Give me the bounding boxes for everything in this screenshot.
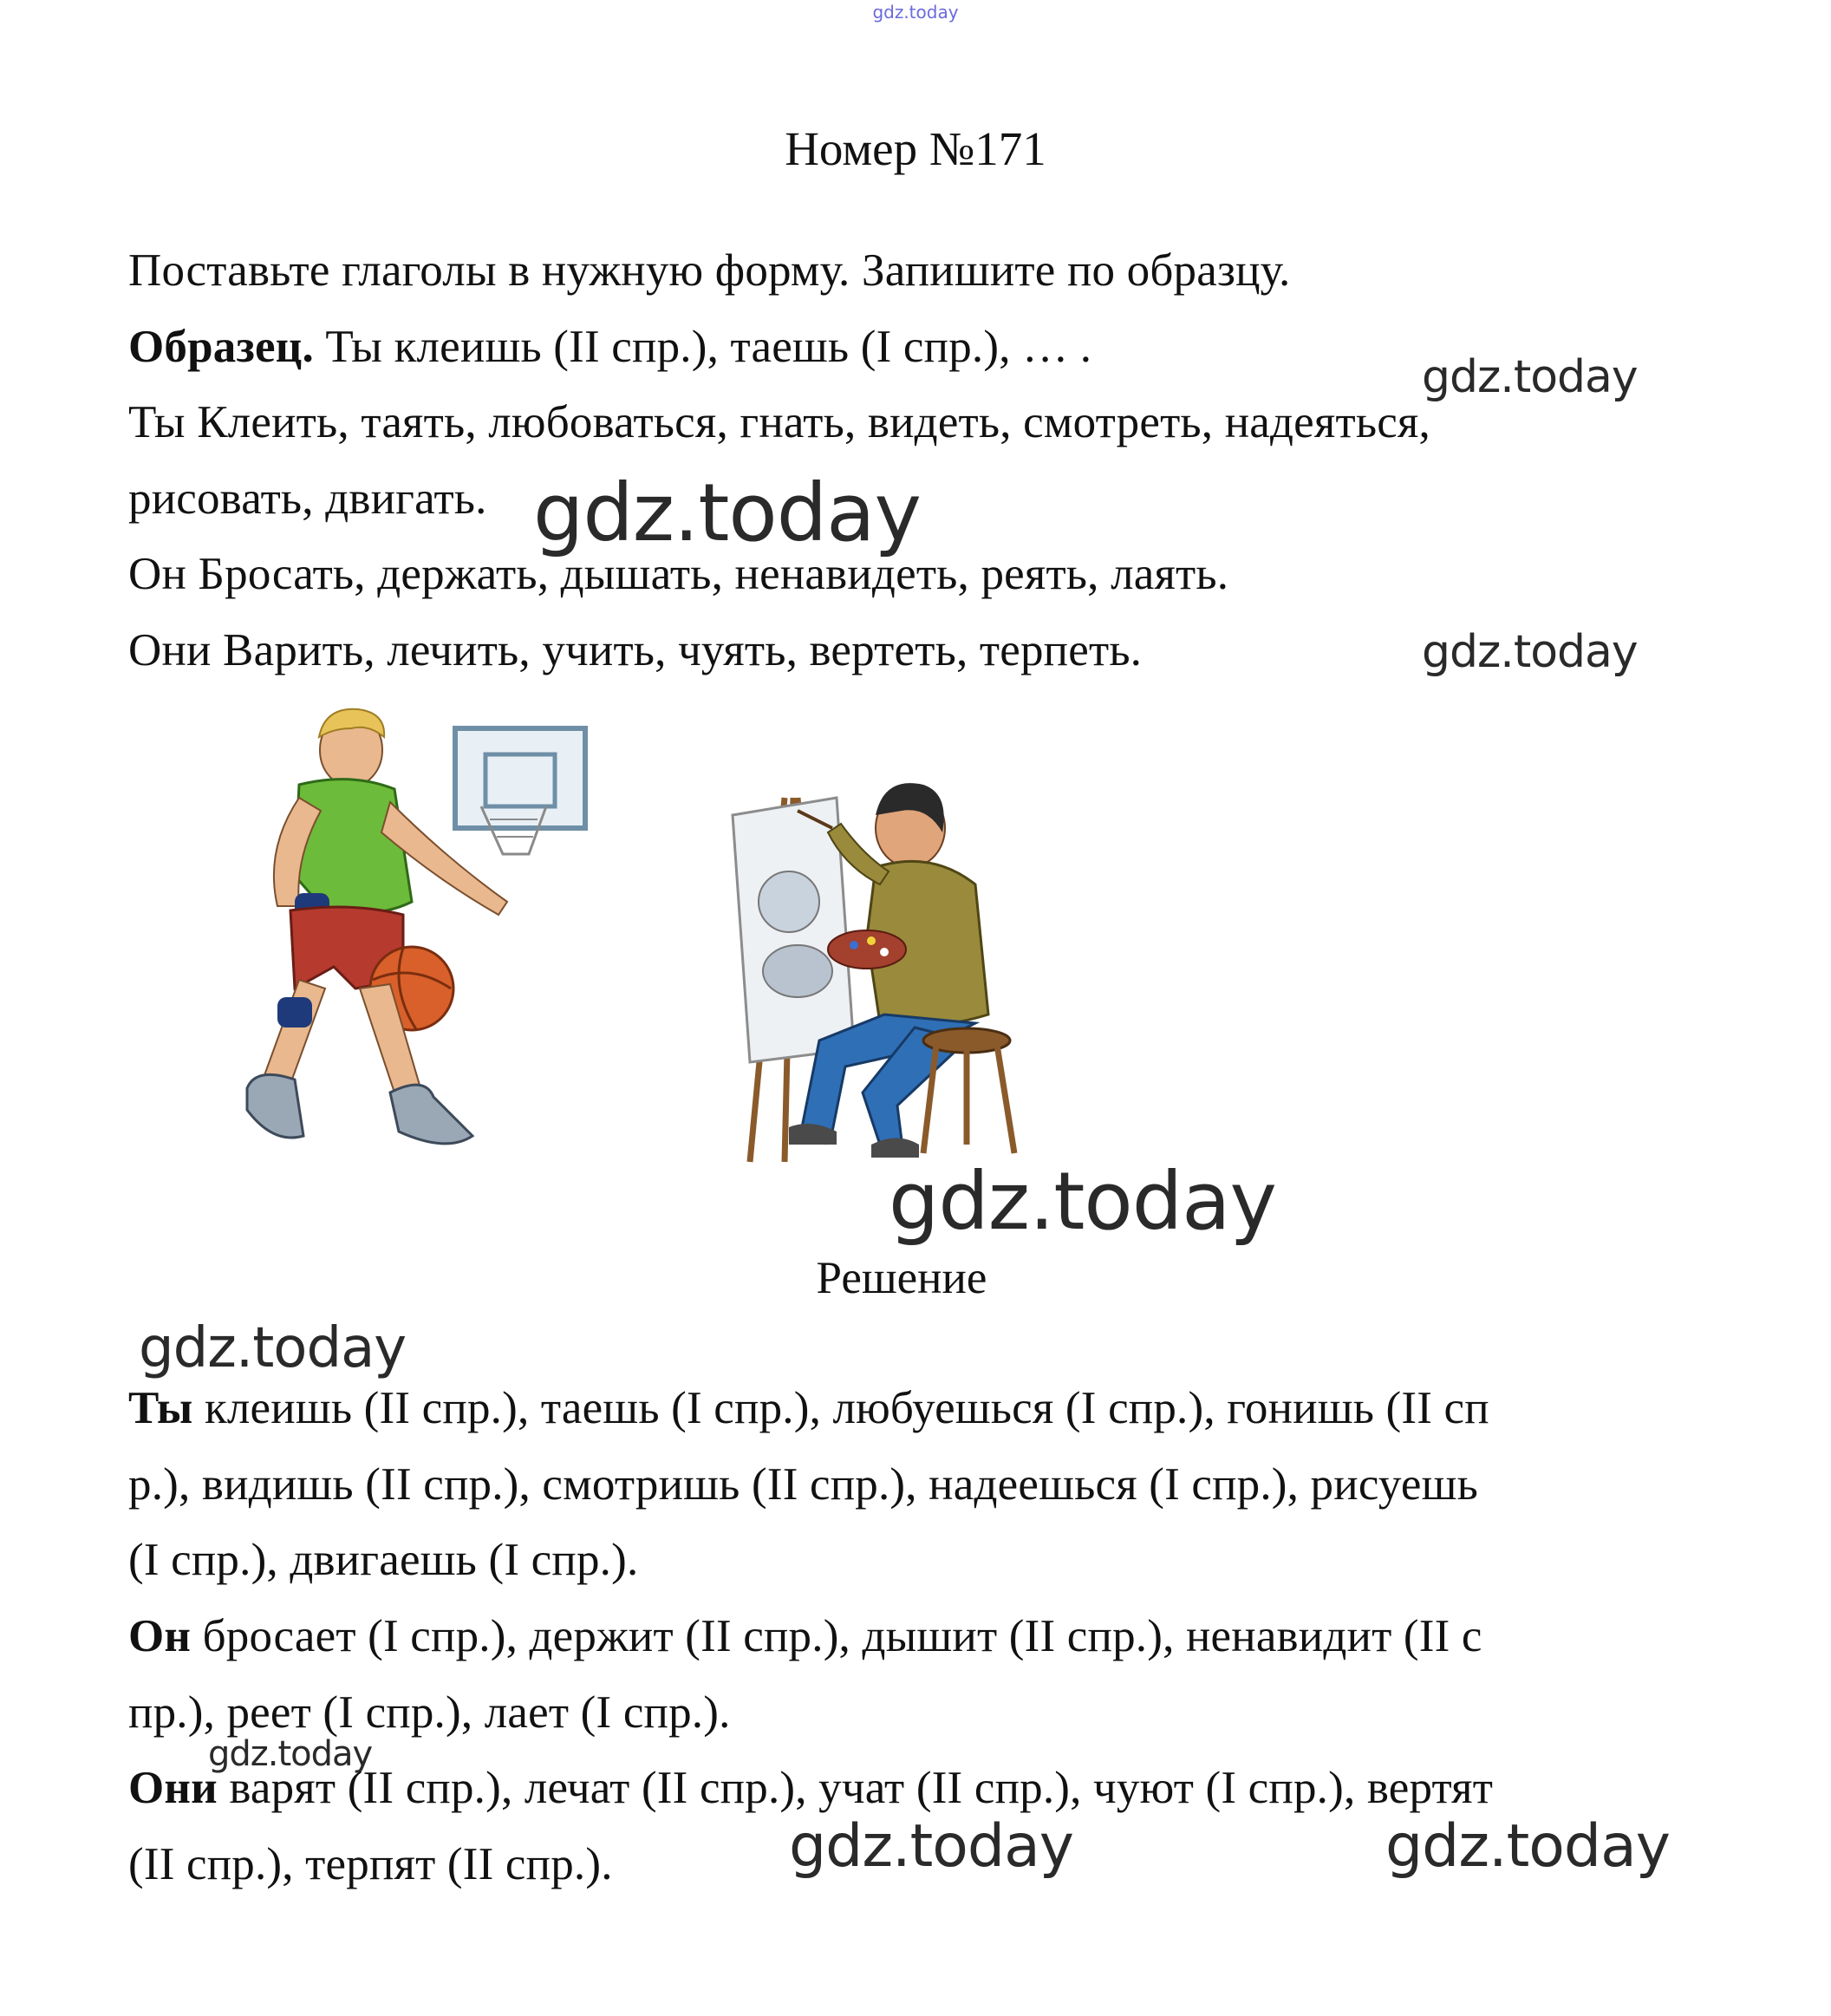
task-line-oni: Они Варить, лечить, учить, чуять, вертеть, терпеть. [128, 625, 1143, 675]
backboard [455, 728, 585, 828]
sneaker-left [247, 1074, 303, 1138]
watermark: gdz.today [139, 1316, 407, 1380]
solution-title: Решение [816, 1253, 987, 1303]
watermark-small: gdz.today [208, 1734, 373, 1774]
task-line-on: Он Бросать, держать, дышать, ненавидеть, реять, лаять. [128, 549, 1229, 599]
basketball-player-illustration [195, 702, 629, 1171]
pronoun-on: Он [128, 1611, 192, 1661]
solution-text: бросает (I спр.), держит (II спр.), дышит (II спр.), ненавидит (II с [191, 1611, 1482, 1661]
task-sample [128, 319, 1091, 375]
watermark: gdz.today [1385, 1812, 1670, 1881]
sample-text: Ты клеишь (II спр.), таешь (I спр.), … . [313, 322, 1092, 372]
pronoun-oni: Они [128, 1763, 218, 1813]
task-instruction: Поставьте глаголы в нужную форму. Запишите по образцу. [128, 245, 1291, 296]
solution-on-line2: пр.), реет (I спр.), лает (I спр.). [128, 1687, 731, 1738]
solution-ty-line2: р.), видишь (II спр.), смотришь (II спр.), надеешься (I спр.), рисуешь [128, 1459, 1478, 1510]
watermark: gdz.today [1422, 351, 1638, 403]
pronoun-ty: Ты [128, 1383, 193, 1433]
solution-oni-line1 [128, 1760, 1493, 1816]
task-line-ty: Ты Клеить, таять, любоваться, гнать, видеть, смотреть, надеяться, [128, 397, 1430, 447]
task-line-ty-cont: рисовать, двигать. [128, 473, 487, 524]
watermark: gdz.today [1422, 626, 1638, 678]
watermark-top: gdz.today [872, 2, 959, 23]
watermark: gdz.today [789, 1812, 1073, 1881]
painter-at-easel-illustration [715, 763, 1045, 1171]
watermark-large: gdz.today [889, 1155, 1276, 1248]
palette [828, 930, 906, 969]
page-title: Номер №171 [785, 122, 1046, 175]
sneaker-right [390, 1085, 472, 1144]
solution-text: клеишь (II спр.), таешь (I спр.), любуешься (I спр.), гонишь (II сп [192, 1383, 1489, 1433]
solution-on-line1 [128, 1608, 1482, 1664]
watermark-large: gdz.today [533, 466, 921, 559]
solution-text: варят (II спр.), лечат (II спр.), учат (II спр.), чуют (I спр.), вертят [217, 1763, 1494, 1813]
solution-ty-line1 [128, 1380, 1489, 1436]
solution-ty-line3: (I спр.), двигаешь (I спр.). [128, 1535, 639, 1585]
solution-oni-line2: (II спр.), терпят (II спр.). [128, 1839, 613, 1889]
sample-label: Образец. [128, 322, 314, 372]
